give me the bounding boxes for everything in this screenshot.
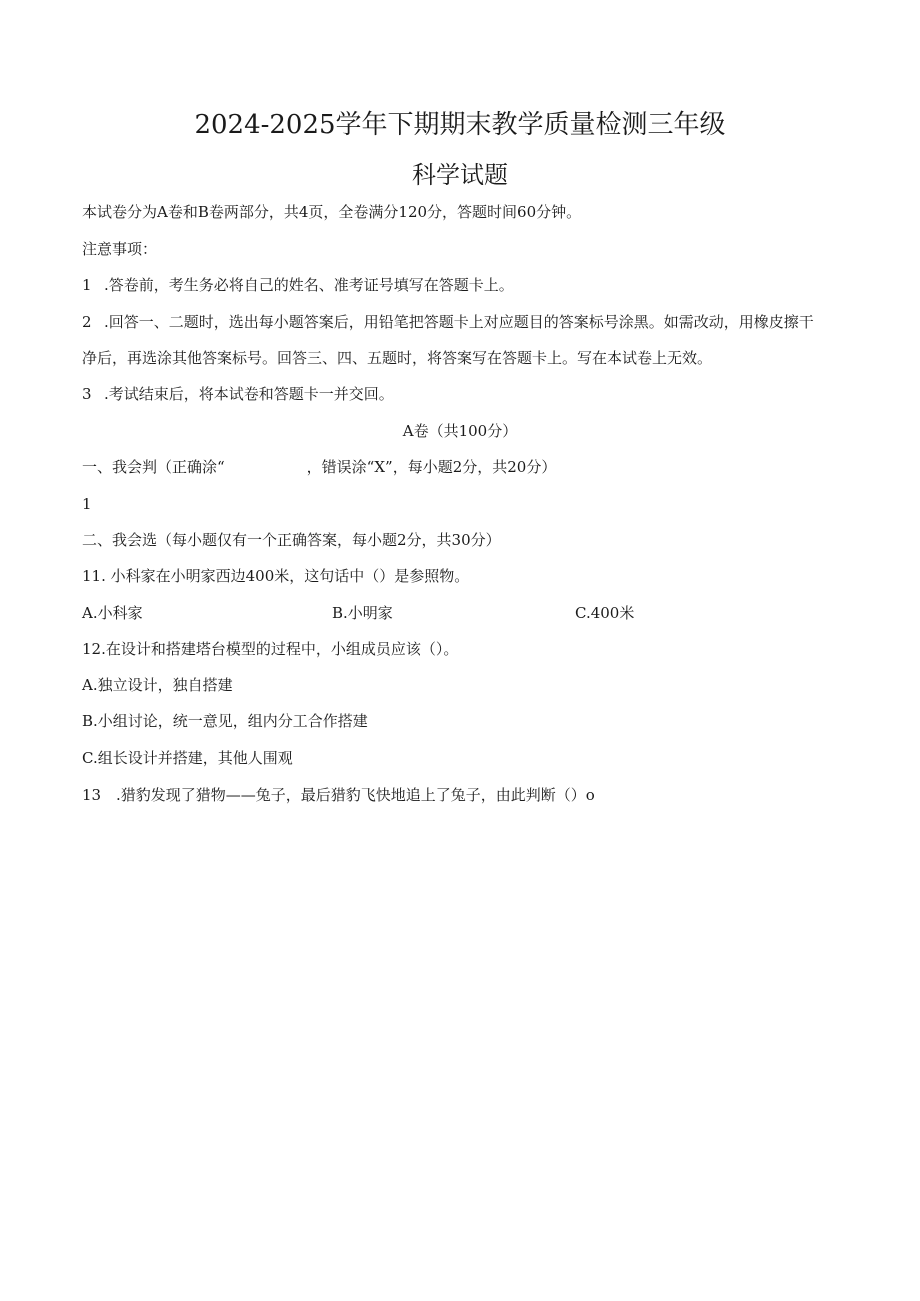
notice-item <box>82 275 514 295</box>
notice-item-text: .答卷前，考生务必将自己的姓名、准考证号填写在答题卡上。 <box>104 276 514 294</box>
notice-item-number: 3 <box>82 385 92 403</box>
question-12-option-a: A.独立设计，独自搭建 <box>82 676 233 694</box>
page-title: 2024-2025学年下期期末教学质量检测三年级 <box>194 110 726 140</box>
question-12-option-b: B.小组讨论，统一意见，组内分工合作搭建 <box>82 712 368 730</box>
question-12-option-c: C.组长设计并搭建，其他人围观 <box>82 749 293 767</box>
part-one-heading-right: ，错误涂“X”，每小题2分，共20分） <box>306 458 557 476</box>
part-one-heading-left: 一、我会判（正确涂“ <box>82 458 225 476</box>
notice-item <box>82 312 814 332</box>
question-12-stem: 12.在设计和搭建塔台模型的过程中，小组成员应该（）。 <box>82 640 459 658</box>
notice-item-text: .考试结束后，将本试卷和答题卡一并交回。 <box>104 385 394 403</box>
question-11-option-c: C.400米 <box>575 604 635 622</box>
question-13-text: .猎豹发现了猎物——兔子，最后猎豹飞快地追上了兔子，由此判断（）o <box>116 786 595 804</box>
part-two-heading: 二、我会选（每小题仅有一个正确答案，每小题2分，共30分） <box>82 531 501 549</box>
intro-text: 本试卷分为A卷和B卷两部分，共4页，全卷满分120分，答题时间60分钟。 <box>82 203 582 221</box>
question-11-option-a: A.小科家 <box>82 604 143 622</box>
question-11-option-b: B.小明家 <box>332 604 393 622</box>
section-a-heading: A卷（共100分） <box>402 422 518 440</box>
notice-item-text: .回答一、二题时，选出每小题答案后，用铅笔把答题卡上对应题目的答案标号涂黑。如需改动，用橡皮擦干 <box>104 313 814 331</box>
question-11-stem: 11. 小科家在小明家西边400米，这句话中（）是参照物。 <box>82 567 470 585</box>
part-one-heading <box>82 457 556 477</box>
notice-item <box>82 384 394 404</box>
question-13-number: 13 <box>82 786 102 804</box>
notice-item-continuation: 净后，再选涂其他答案标号。回答三、四、五题时，将答案写在答题卡上。写在本试卷上无效。 <box>82 349 713 367</box>
part-one-content: 1 <box>82 495 92 513</box>
question-13-stem <box>82 785 595 805</box>
notice-heading: 注意事项： <box>82 240 158 258</box>
notice-item-number: 1 <box>82 276 92 294</box>
notice-item-number: 2 <box>82 313 92 331</box>
page-subtitle: 科学试题 <box>412 161 508 189</box>
